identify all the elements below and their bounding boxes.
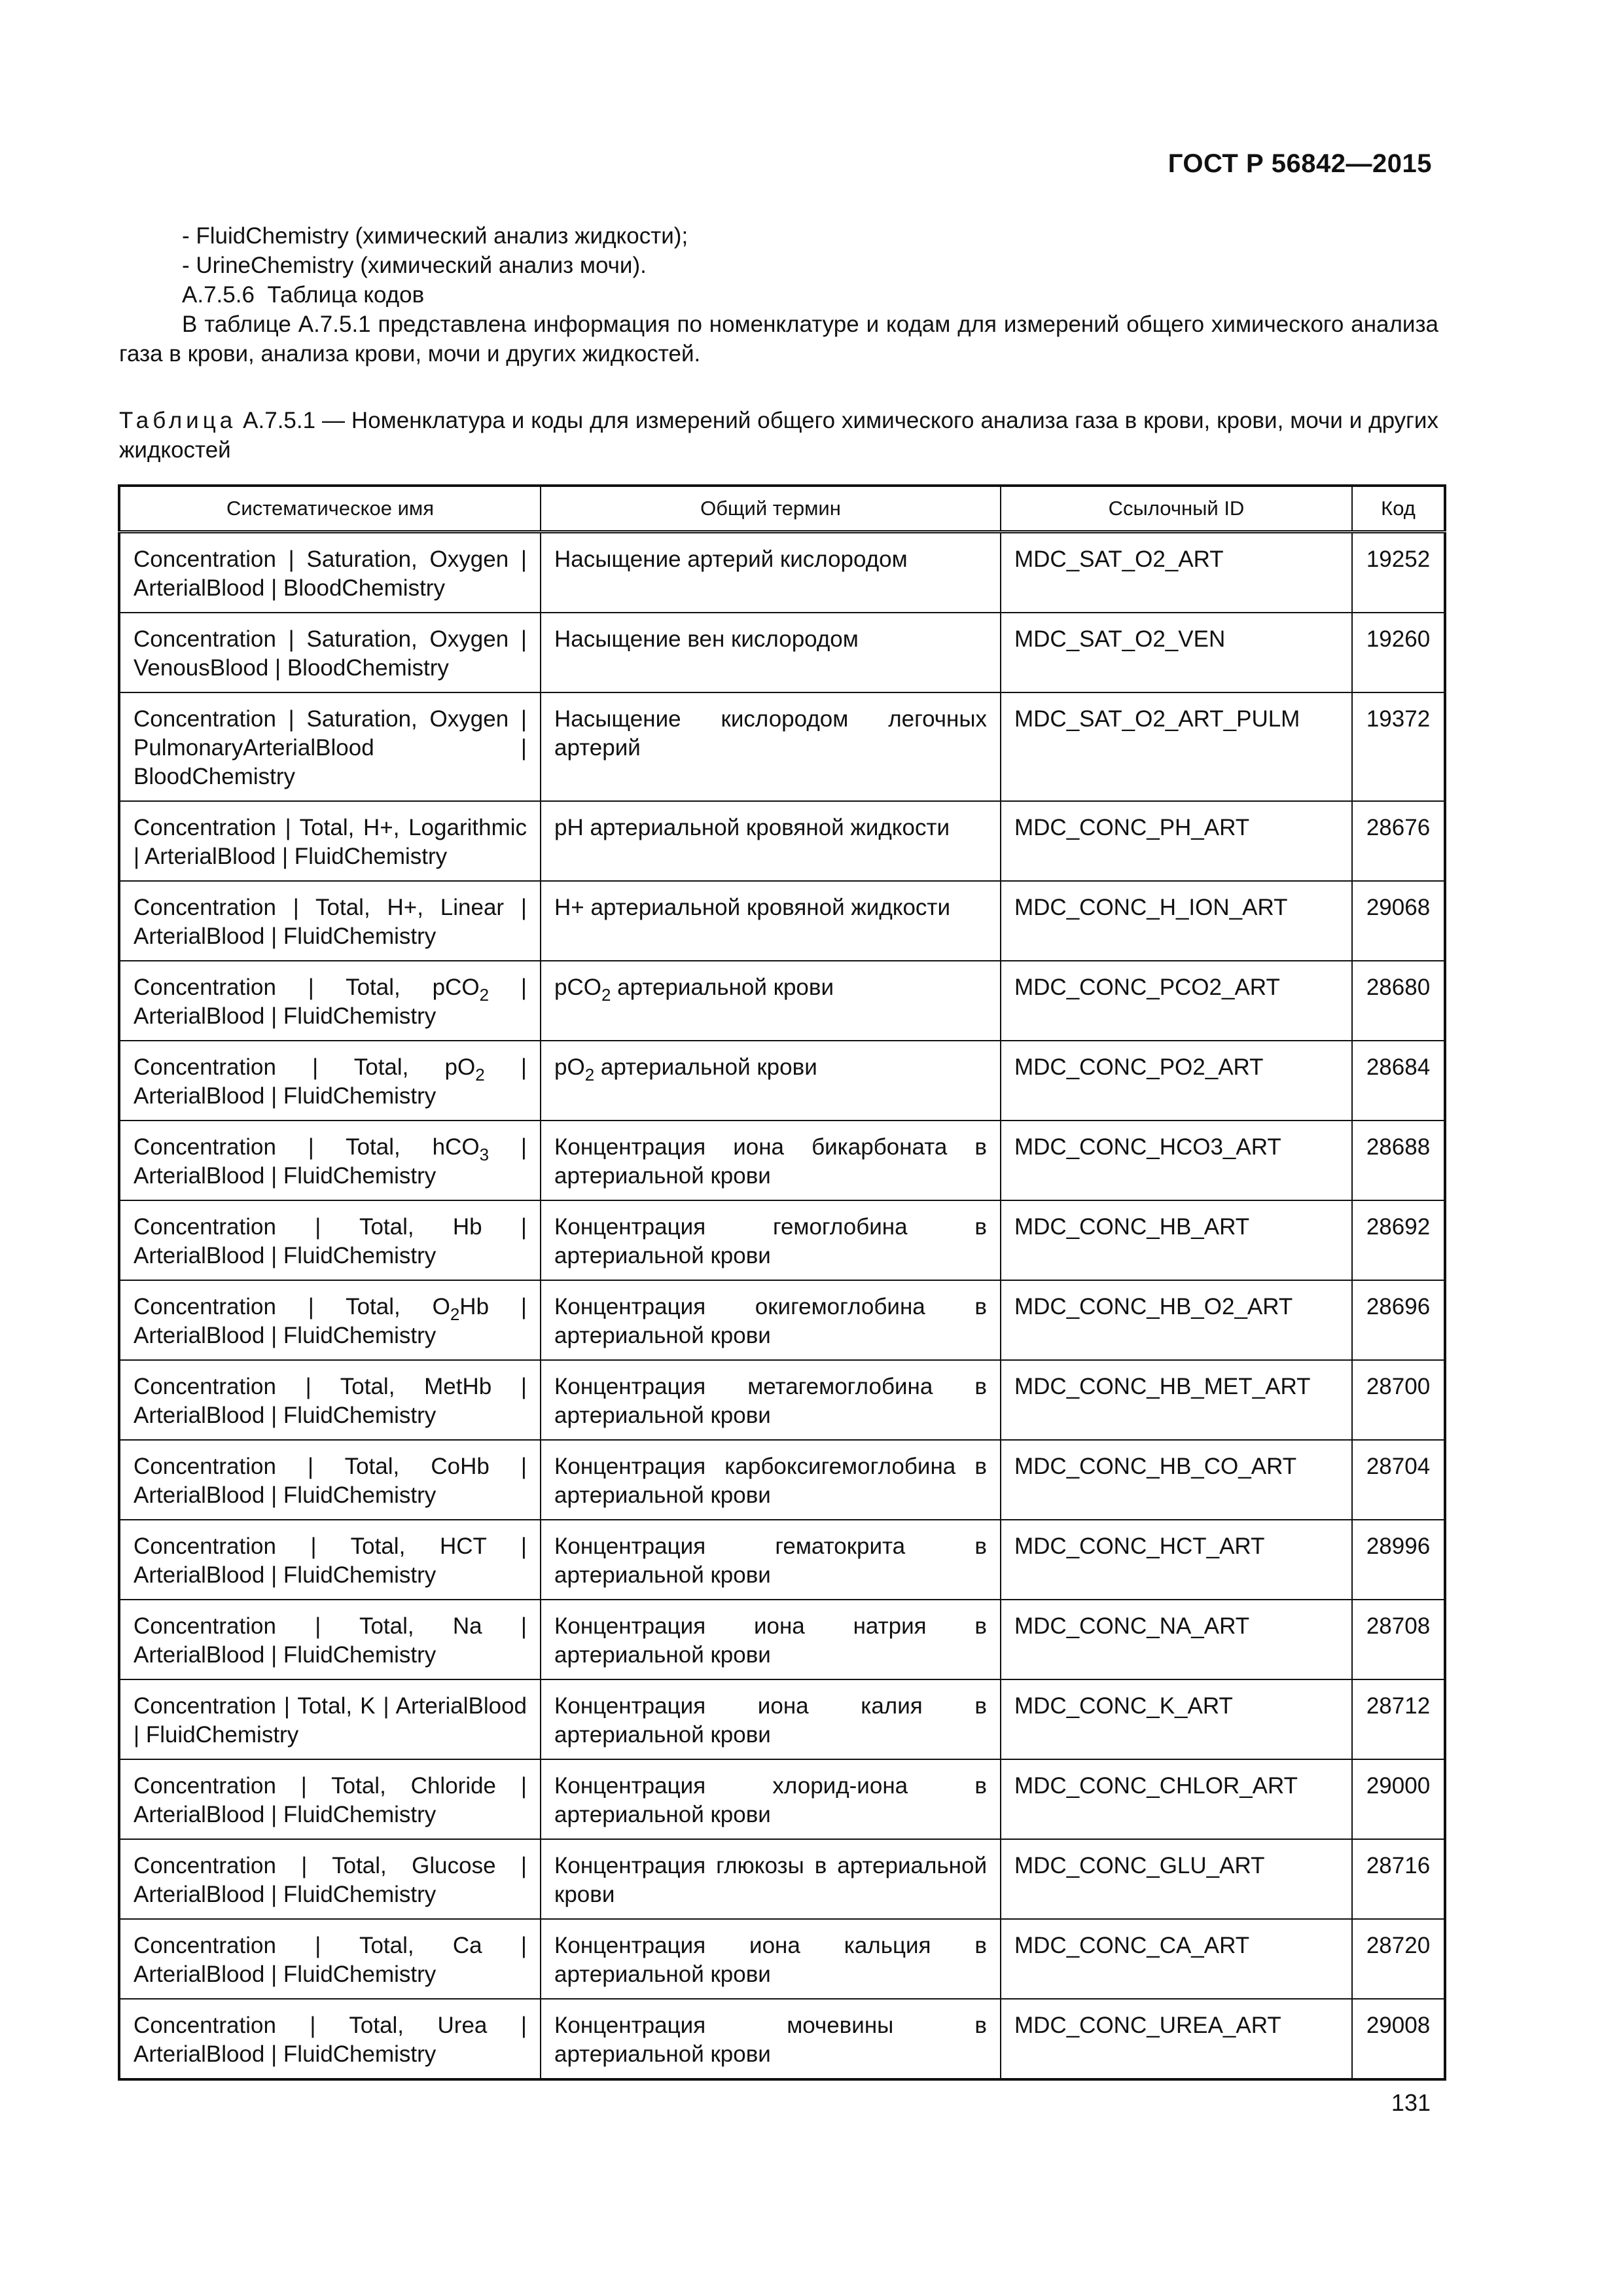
reference-id-cell: MDC_SAT_O2_ART_PULM xyxy=(1001,692,1352,801)
systematic-name-cell: Concentration | Total, CoHb | ArterialBlood | FluidChemistry xyxy=(119,1440,541,1520)
table-caption-label: Таблица xyxy=(119,408,237,433)
table-row xyxy=(119,1919,1445,1999)
code-cell: 28680 xyxy=(1352,961,1445,1041)
table-row xyxy=(119,692,1445,801)
reference-id-cell: MDC_CONC_GLU_ART xyxy=(1001,1839,1352,1919)
code-cell: 29008 xyxy=(1352,1999,1445,2079)
common-term-cell: Насыщение вен кислородом xyxy=(541,613,1001,692)
cell-text: артериальной крови xyxy=(594,1054,817,1080)
table-row xyxy=(119,532,1445,613)
systematic-name-cell: Concentration | Total, Glucose | ArterialBlood | FluidChemistry xyxy=(119,1839,541,1919)
reference-id-cell: MDC_CONC_K_ART xyxy=(1001,1679,1352,1759)
common-term-cell: Концентрация гематокрита в артериальной крови xyxy=(541,1520,1001,1600)
table-row xyxy=(119,1600,1445,1679)
subscript: 2 xyxy=(479,985,490,1005)
reference-id-cell: MDC_SAT_O2_VEN xyxy=(1001,613,1352,692)
cell-text: | ArterialBlood | FluidChemistry xyxy=(134,1134,527,1189)
table-body xyxy=(119,532,1445,2080)
reference-id-cell: MDC_CONC_HCT_ART xyxy=(1001,1520,1352,1600)
table-row xyxy=(119,1200,1445,1280)
section-heading: A.7.5.6 Таблица кодов xyxy=(182,282,425,308)
cell-text: pCO xyxy=(554,975,601,1000)
systematic-name-cell xyxy=(119,1041,541,1121)
code-cell: 28676 xyxy=(1352,801,1445,881)
common-term-cell: Концентрация гемоглобина в артериальной крови xyxy=(541,1200,1001,1280)
common-term-cell: Насыщение артерий кислородом xyxy=(541,532,1001,613)
code-cell: 28712 xyxy=(1352,1679,1445,1759)
page-number: 131 xyxy=(1391,2089,1431,2116)
cell-text: Hb | ArterialBlood | FluidChemistry xyxy=(134,1294,527,1348)
code-cell: 28688 xyxy=(1352,1121,1445,1200)
code-cell: 28684 xyxy=(1352,1041,1445,1121)
code-cell: 28708 xyxy=(1352,1600,1445,1679)
reference-id-cell: MDC_SAT_O2_ART xyxy=(1001,532,1352,613)
reference-id-cell: MDC_CONC_UREA_ART xyxy=(1001,1999,1352,2079)
common-term-cell: Концентрация иона натрия в артериальной крови xyxy=(541,1600,1001,1679)
systematic-name-cell xyxy=(119,961,541,1041)
common-term-cell: pH артериальной кровяной жидкости xyxy=(541,801,1001,881)
reference-id-cell: MDC_CONC_PCO2_ART xyxy=(1001,961,1352,1041)
common-term-cell: Концентрация окигемоглобина в артериальной крови xyxy=(541,1280,1001,1360)
reference-id-cell: MDC_CONC_CHLOR_ART xyxy=(1001,1759,1352,1839)
reference-id-cell: MDC_CONC_H_ION_ART xyxy=(1001,881,1352,961)
reference-id-cell: MDC_CONC_HB_MET_ART xyxy=(1001,1360,1352,1440)
common-term-cell: H+ артериальной кровяной жидкости xyxy=(541,881,1001,961)
reference-id-cell: MDC_CONC_PH_ART xyxy=(1001,801,1352,881)
systematic-name-cell: Concentration | Total, Ca | ArterialBlood | FluidChemistry xyxy=(119,1919,541,1999)
common-term-cell: Концентрация глюкозы в артериальной крови xyxy=(541,1839,1001,1919)
cell-text: | ArterialBlood | FluidChemistry xyxy=(134,1054,527,1109)
systematic-name-cell: Concentration | Total, Na | ArterialBlood | FluidChemistry xyxy=(119,1600,541,1679)
systematic-name-cell xyxy=(119,1280,541,1360)
reference-id-cell: MDC_CONC_HB_O2_ART xyxy=(1001,1280,1352,1360)
table-row xyxy=(119,1121,1445,1200)
subscript: 2 xyxy=(601,985,611,1005)
table-row xyxy=(119,881,1445,961)
common-term-cell: Концентрация метагемоглобина в артериальной крови xyxy=(541,1360,1001,1440)
systematic-name-cell xyxy=(119,1121,541,1200)
table-row xyxy=(119,801,1445,881)
systematic-name-cell: Concentration | Total, Chloride | ArterialBlood | FluidChemistry xyxy=(119,1759,541,1839)
code-cell: 28720 xyxy=(1352,1919,1445,1999)
reference-id-cell: MDC_CONC_NA_ART xyxy=(1001,1600,1352,1679)
code-cell: 28700 xyxy=(1352,1360,1445,1440)
table-row xyxy=(119,1440,1445,1520)
code-cell: 28696 xyxy=(1352,1280,1445,1360)
column-header-systematic-name: Систематическое имя xyxy=(119,486,541,532)
reference-id-cell: MDC_CONC_HB_CO_ART xyxy=(1001,1440,1352,1520)
column-header-common-term: Общий термин xyxy=(541,486,1001,532)
common-term-cell: Концентрация иона кальция в артериальной крови xyxy=(541,1919,1001,1999)
systematic-name-cell: Concentration | Saturation, Oxygen | VenousBlood | BloodChemistry xyxy=(119,613,541,692)
table-row xyxy=(119,1041,1445,1121)
subscript: 2 xyxy=(584,1065,595,1085)
systematic-name-cell: Concentration | Total, H+, Linear | ArterialBlood | FluidChemistry xyxy=(119,881,541,961)
table-caption xyxy=(119,406,1438,465)
common-term-cell: Насыщение кислородом легочных артерий xyxy=(541,692,1001,801)
code-cell: 19260 xyxy=(1352,613,1445,692)
intro-block xyxy=(119,221,1438,368)
subscript: 2 xyxy=(475,1065,485,1085)
common-term-cell: Концентрация карбоксигемоглобина в артериальной крови xyxy=(541,1440,1001,1520)
table-row xyxy=(119,1520,1445,1600)
systematic-name-cell: Concentration | Total, H+, Logarithmic | ArterialBlood | FluidChemistry xyxy=(119,801,541,881)
common-term-cell: Концентрация иона калия в артериальной крови xyxy=(541,1679,1001,1759)
table-row xyxy=(119,1280,1445,1360)
table-caption-text: А.7.5.1 — Номенклатура и коды для измерений общего химического анализа газа в крови, крови, мочи и других жидкостей xyxy=(119,408,1438,463)
common-term-cell xyxy=(541,1041,1001,1121)
cell-text: pO xyxy=(554,1054,585,1080)
systematic-name-cell: Concentration | Total, K | ArterialBlood | FluidChemistry xyxy=(119,1679,541,1759)
table-row xyxy=(119,1839,1445,1919)
systematic-name-cell: Concentration | Total, HCT | ArterialBlood | FluidChemistry xyxy=(119,1520,541,1600)
cell-text: Concentration | Total, hCO xyxy=(134,1134,480,1160)
code-cell: 29000 xyxy=(1352,1759,1445,1839)
cell-text: | ArterialBlood | FluidChemistry xyxy=(134,975,527,1029)
code-cell: 29068 xyxy=(1352,881,1445,961)
standard-header: ГОСТ Р 56842—2015 xyxy=(1168,149,1432,178)
table-row xyxy=(119,1679,1445,1759)
subscript: 3 xyxy=(479,1145,490,1164)
systematic-name-cell: Concentration | Total, MetHb | ArterialBlood | FluidChemistry xyxy=(119,1360,541,1440)
code-cell: 19372 xyxy=(1352,692,1445,801)
column-header-code: Код xyxy=(1352,486,1445,532)
systematic-name-cell: Concentration | Total, Urea | ArterialBlood | FluidChemistry xyxy=(119,1999,541,2079)
table-row xyxy=(119,1999,1445,2079)
reference-id-cell: MDC_CONC_PO2_ART xyxy=(1001,1041,1352,1121)
cell-text: Concentration | Total, O xyxy=(134,1294,450,1319)
systematic-name-cell: Concentration | Saturation, Oxygen | PulmonaryArterialBlood | BloodChemistry xyxy=(119,692,541,801)
common-term-cell: Концентрация хлорид-иона в артериальной крови xyxy=(541,1759,1001,1839)
code-cell: 19252 xyxy=(1352,532,1445,613)
cell-text: артериальной крови xyxy=(611,975,834,1000)
list-item: - UrineChemistry (химический анализ мочи). xyxy=(182,253,647,278)
subscript: 2 xyxy=(450,1304,460,1324)
column-header-reference-id: Ссылочный ID xyxy=(1001,486,1352,532)
reference-id-cell: MDC_CONC_HCO3_ART xyxy=(1001,1121,1352,1200)
reference-id-cell: MDC_CONC_HB_ART xyxy=(1001,1200,1352,1280)
table-row xyxy=(119,1360,1445,1440)
reference-id-cell: MDC_CONC_CA_ART xyxy=(1001,1919,1352,1999)
codes-table xyxy=(118,484,1446,2081)
code-cell: 28996 xyxy=(1352,1520,1445,1600)
code-cell: 28692 xyxy=(1352,1200,1445,1280)
code-cell: 28704 xyxy=(1352,1440,1445,1520)
intro-paragraph: В таблице А.7.5.1 представлена информация по номенклатуре и кодам для измерений общего химического анализа газа в крови, анализа крови, мочи и других жидкостей. xyxy=(119,312,1438,367)
common-term-cell: Концентрация мочевины в артериальной крови xyxy=(541,1999,1001,2079)
systematic-name-cell: Concentration | Total, Hb | ArterialBlood | FluidChemistry xyxy=(119,1200,541,1280)
table-header-row xyxy=(119,486,1445,532)
common-term-cell: Концентрация иона бикарбоната в артериальной крови xyxy=(541,1121,1001,1200)
table-row xyxy=(119,1759,1445,1839)
table-row xyxy=(119,961,1445,1041)
list-item: - FluidChemistry (химический анализ жидкости); xyxy=(182,223,688,249)
table-row xyxy=(119,613,1445,692)
cell-text: Concentration | Total, pO xyxy=(134,1054,476,1080)
common-term-cell xyxy=(541,961,1001,1041)
systematic-name-cell: Concentration | Saturation, Oxygen | ArterialBlood | BloodChemistry xyxy=(119,532,541,613)
code-cell: 28716 xyxy=(1352,1839,1445,1919)
cell-text: Concentration | Total, pCO xyxy=(134,975,480,1000)
